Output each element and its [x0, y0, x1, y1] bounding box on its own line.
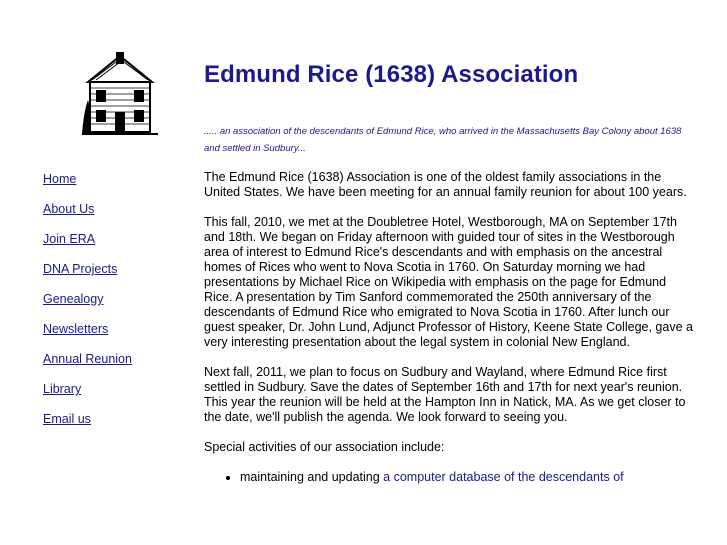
fall-2010-paragraph: This fall, 2010, we met at the Doubletree Hotel, Westborough, MA on September 17th and 18th. We began on Friday afternoon with guided tour of sites in the Westborough area of interest to Edmund Rice's descendants and with emphasis on the ancestral homes of Rices who went to Nova Scotia in 1760. On Saturday morning we had presentations by Michael Rice on Wikipedia with emphasis on the page for Edmund Rice. A presentation by Tim Sanford commemorated the 250th anniversary of the descendants of Edmund Rice who emigrated to Nova Scotia in 1760. After lunch our guest speaker, Dr. John Lund, Adjunct Professor of History, Keene State College, gave a very interesting presentation about the legal system in colonial New England.	[204, 215, 693, 349]
database-link[interactable]: a computer database of the descendants of	[383, 470, 624, 484]
nav-item-annual-reunion	[43, 350, 132, 380]
activities-list	[204, 470, 694, 485]
nav-link-newsletters[interactable]: Newsletters	[43, 322, 109, 336]
nav-item-join-era	[43, 230, 132, 260]
main-content	[204, 170, 694, 485]
nav-item-library	[43, 380, 132, 410]
nav-item-home	[43, 170, 132, 200]
nav-item-email-us	[43, 410, 132, 440]
house-drawing-icon	[80, 50, 160, 138]
list-item	[240, 470, 694, 485]
bullet-text: maintaining and updating	[240, 470, 384, 484]
fall-2011-paragraph: Next fall, 2011, we plan to focus on Sudbury and Wayland, where Edmund Rice first settled in Sudbury. Save the dates of September 16th and 17th for next year's reunion. This year the reunion will be held at the Hampton Inn in Natick, MA. As we get closer to the date, we'll publish the agenda. We look forward to seeing you.	[204, 365, 686, 424]
nav-item-newsletters	[43, 320, 132, 350]
nav-link-dna-projects[interactable]: DNA Projects	[43, 262, 118, 276]
nav-link-email-us[interactable]: Email us	[43, 412, 91, 426]
nav-link-home[interactable]: Home	[43, 172, 77, 186]
nav-item-about-us	[43, 200, 132, 230]
tagline: ..... an association of the descendants of Edmund Rice, who arrived in the Massachusetts Bay Colony about 1638 and settled in Sudbury...	[204, 126, 682, 154]
nav-link-annual-reunion[interactable]: Annual Reunion	[43, 352, 132, 366]
intro-paragraph: The Edmund Rice (1638) Association is one of the oldest family associations in the United States. We have been meeting for an annual family reunion for about 100 years.	[204, 170, 687, 199]
nav-link-join-era[interactable]: Join ERA	[43, 232, 96, 246]
nav-item-genealogy	[43, 290, 132, 320]
activities-intro: Special activities of our association include:	[204, 440, 445, 454]
nav-link-library[interactable]: Library	[43, 382, 82, 396]
nav-item-dna-projects	[43, 260, 132, 290]
page-title: Edmund Rice (1638) Association	[204, 61, 579, 88]
nav-link-genealogy[interactable]: Genealogy	[43, 292, 104, 306]
nav-link-about-us[interactable]: About Us	[43, 202, 95, 216]
sidebar-nav	[43, 170, 132, 440]
